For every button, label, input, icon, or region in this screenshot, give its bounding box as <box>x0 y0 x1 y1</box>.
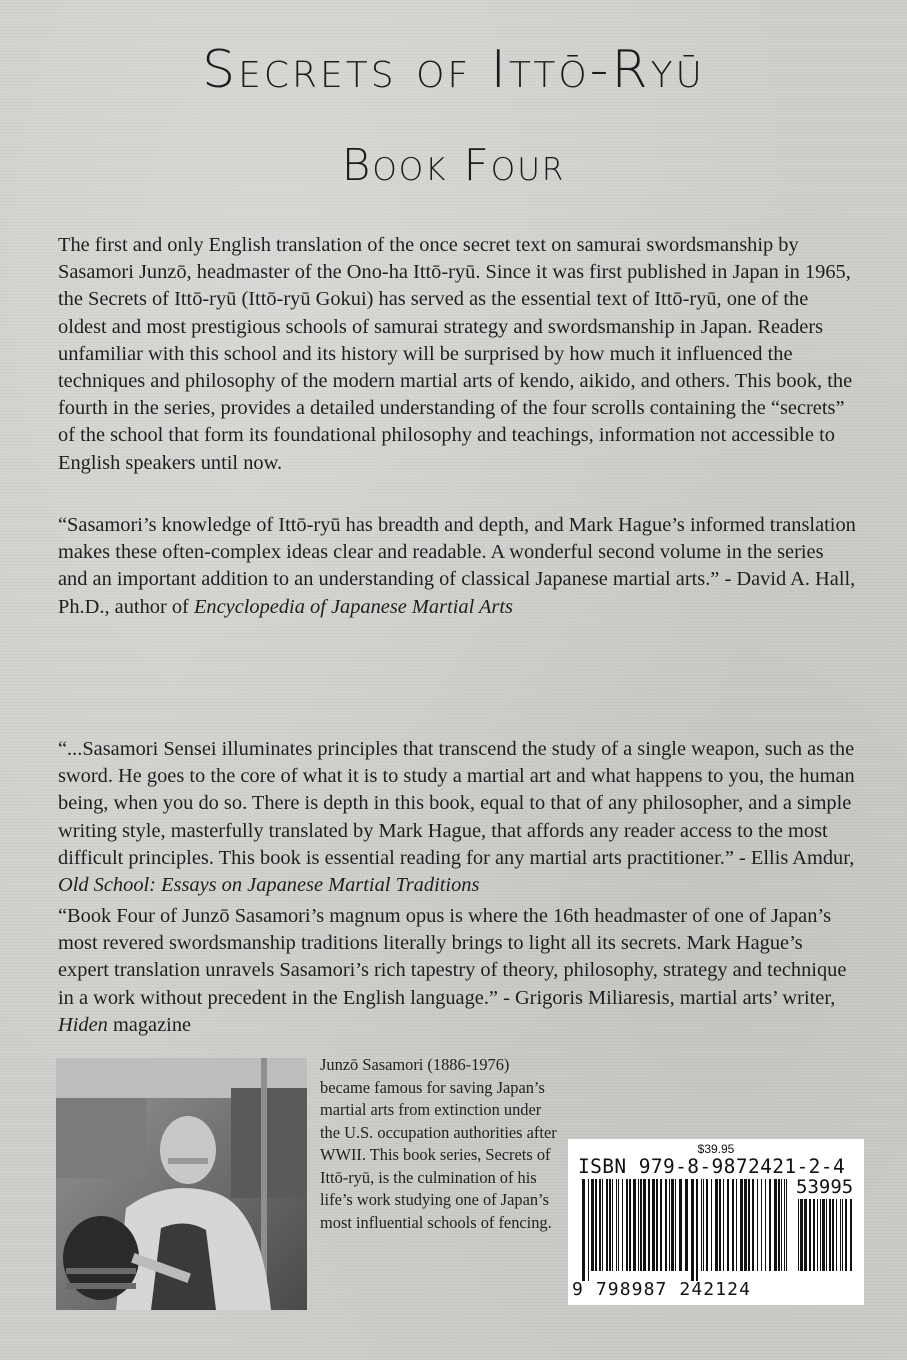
barcode-bar <box>784 1179 785 1271</box>
barcode-bar <box>616 1179 617 1271</box>
barcode-bar <box>643 1179 646 1271</box>
barcode-bar <box>826 1199 827 1271</box>
barcode-bar <box>671 1179 674 1271</box>
barcode-bar <box>691 1179 694 1281</box>
barcode-bar <box>850 1199 852 1271</box>
barcode-bar <box>652 1179 655 1271</box>
book-title: Secrets of Ittō-Ryū <box>202 40 705 100</box>
barcode-bar <box>836 1199 837 1271</box>
barcode-bar <box>626 1179 628 1271</box>
barcode-bar <box>800 1199 803 1271</box>
isbn-label: ISBN 979-8-9872421-2-4 <box>578 1155 846 1178</box>
barcode-bar <box>774 1179 777 1271</box>
barcode-bar <box>765 1179 766 1271</box>
review-citation: Old School: Essays on Japanese Martial Traditions <box>58 874 480 897</box>
author-bio: Junzō Sasamori (1886-1976) became famous for saving Japan’s martial arts from extinction under the U.S. occupation authorities after WWII. This book series, Secrets of Ittō-ryū, is the culmination of his life’s work studying one of Japan’s most influential schools of fencing. <box>320 1055 557 1232</box>
price-code: 53995 <box>796 1176 854 1198</box>
barcode-bar <box>701 1179 702 1271</box>
review-citation: Encyclopedia of Japanese Martial Arts <box>193 595 513 618</box>
barcode-bar <box>669 1179 670 1271</box>
barcode-bar <box>845 1199 847 1271</box>
barcode-bar <box>703 1179 704 1271</box>
barcode-bar <box>748 1179 750 1271</box>
barcode-bar <box>840 1199 841 1271</box>
barcode-bar <box>656 1179 658 1271</box>
barcode-bar <box>809 1199 811 1271</box>
barcode-bar <box>761 1179 762 1271</box>
review-tail: magazine <box>107 1013 192 1036</box>
barcode <box>568 1139 864 1305</box>
barcode-bar <box>640 1179 642 1271</box>
barcode-bar <box>706 1179 708 1271</box>
barcode-bar <box>778 1179 780 1271</box>
price-label: $39.95 <box>697 1142 735 1156</box>
barcode-bar <box>599 1179 601 1271</box>
review-quote-hall <box>58 512 858 621</box>
description-text: The first and only English translation of the once secret text on samurai swordsmanship by Sasamori Junzō, headmaster of the Ono-ha Ittō-ryū. Since it was first published in Japan in 1965, the Secrets of Ittō-ryū (Ittō-ryū Gokui) has served as the essential text of Ittō-ryū, one of the oldest and most prestigious schools of samurai strategy and swordsmanship in Japan. Readers unfamiliar with this school and its history will be surprised by how much it influenced the techniques and philosophy of the modern martial arts of kendo, aikido, and others. This book, the fourth in the series, provides a detailed understanding of the four scrolls containing the “secrets” of the school that form its foundational philosophy and teachings, information not accessible to English speakers until now. <box>58 234 853 474</box>
barcode-bar <box>609 1179 611 1271</box>
review-quote-amdur <box>58 736 858 899</box>
barcode-bar <box>696 1179 698 1281</box>
barcode-bar <box>842 1199 843 1271</box>
barcode-bar <box>736 1179 737 1271</box>
barcode-bar <box>633 1179 636 1271</box>
barcode-bar <box>711 1179 712 1271</box>
barcode-bar <box>752 1179 754 1271</box>
barcode-bar <box>595 1179 597 1271</box>
review-quote-miliaresis <box>58 903 858 1039</box>
barcode-bar <box>744 1179 747 1271</box>
barcode-bar <box>638 1179 639 1271</box>
barcode-bar <box>612 1179 613 1271</box>
barcode-bar <box>582 1179 585 1281</box>
barcode-bar <box>732 1179 734 1271</box>
barcode-digits: 9 798987 242124 <box>572 1279 752 1300</box>
author-photo <box>56 1058 307 1310</box>
barcode-bar <box>675 1179 676 1271</box>
barcode-addon-bars <box>796 1199 856 1281</box>
barcode-bar <box>606 1179 608 1271</box>
description-paragraph <box>58 232 858 477</box>
barcode-bar <box>629 1179 631 1271</box>
barcode-bars <box>580 1179 790 1281</box>
review-text: “Sasamori’s knowledge of Ittō-ryū has breadth and depth, and Mark Hague’s informed translation makes these often-complex ideas clear and readable. A wonderful second volume in the series and an important addition to an understanding of classical Japanese martial arts.” - David A. Hall, Ph.D., author of <box>58 514 856 618</box>
barcode-bar <box>822 1199 825 1271</box>
barcode-bar <box>618 1179 619 1271</box>
review-text: “...Sasamori Sensei illuminates principles that transcend the study of a single weapon, such as the sword. He goes to the core of what it is to study a martial art and what happens to you, the human being, when you do so. There is depth in this book, equal to that of any philosopher, and a simple writing style, masterfully translated by Mark Hague, that affords any reader access to the most difficult principles. This book is essential reading for any martial arts practitioner.” - Ellis Amdur, <box>58 738 855 869</box>
barcode-bar <box>679 1179 682 1271</box>
barcode-bar <box>769 1179 771 1271</box>
barcode-bar <box>813 1199 815 1271</box>
barcode-bar <box>757 1179 758 1271</box>
barcode-bar <box>660 1179 662 1271</box>
barcode-bar <box>719 1179 721 1271</box>
barcode-bar <box>602 1179 603 1271</box>
barcode-bar <box>817 1199 818 1271</box>
barcode-bar <box>648 1179 650 1271</box>
barcode-bar <box>723 1179 724 1271</box>
barcode-bar <box>798 1199 799 1271</box>
barcode-bar <box>588 1179 589 1281</box>
barcode-bar <box>829 1199 831 1271</box>
barcode-bar <box>727 1179 729 1271</box>
barcode-bar <box>832 1199 834 1271</box>
review-citation: Hiden <box>58 1013 108 1036</box>
barcode-bar <box>715 1179 718 1271</box>
barcode-bar <box>804 1199 807 1271</box>
barcode-bar <box>740 1179 743 1271</box>
barcode-bar <box>820 1199 821 1271</box>
barcode-bar <box>786 1179 787 1271</box>
barcode-bar <box>591 1179 594 1271</box>
book-subtitle: Book Four <box>341 140 566 191</box>
review-text: “Book Four of Junzō Sasamori’s magnum opus is where the 16th headmaster of one of Japan’s most revered swordsmanship traditions literally brings to light all its secrets. Mark Hague’s expert translation unravels Sasamori’s rich tapestry of theory, philosophy, strategy and technique in a work without precedent in the English language.” - Grigoris Miliaresis, martial arts’ writer, <box>58 905 847 1009</box>
barcode-bar <box>781 1179 782 1271</box>
barcode-bar <box>685 1179 688 1271</box>
barcode-bar <box>622 1179 623 1271</box>
barcode-bar <box>665 1179 667 1271</box>
